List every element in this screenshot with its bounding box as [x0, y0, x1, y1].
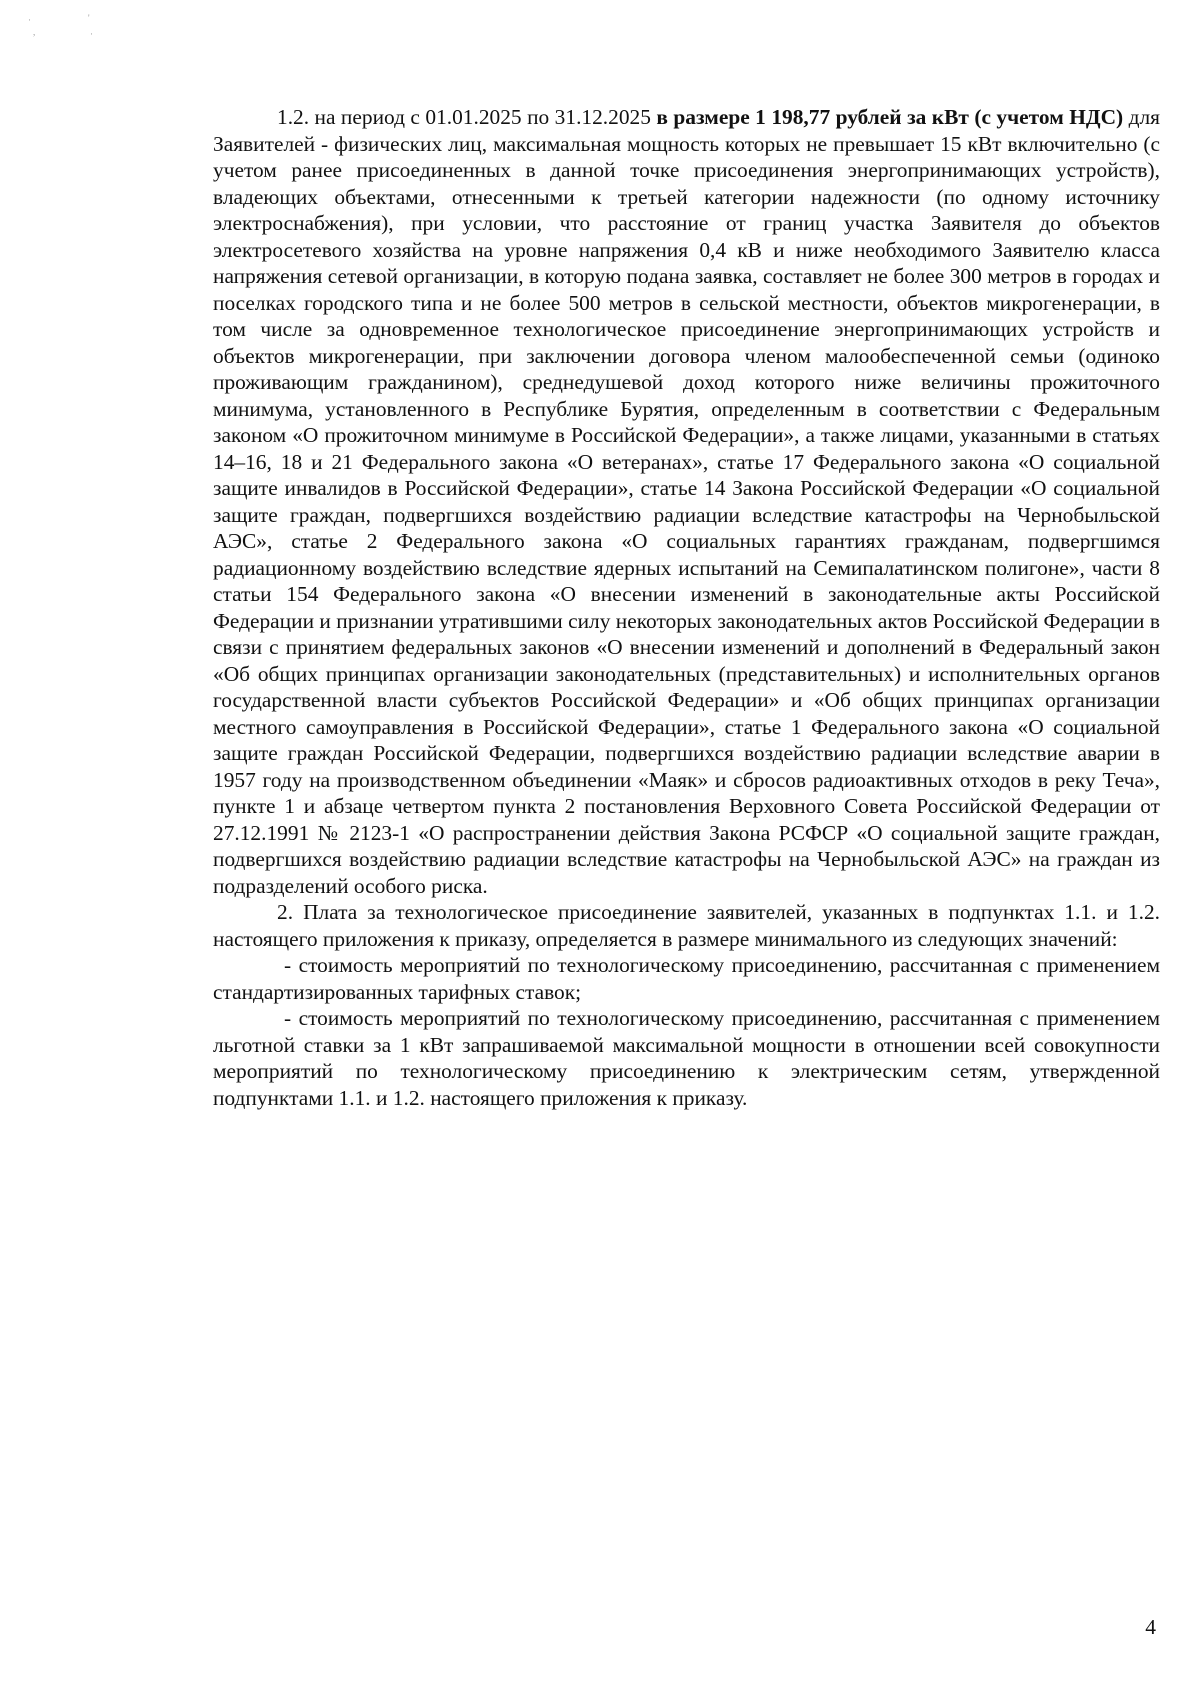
paragraph-2: 2. Плата за технологическое присоединение заявителей, указанных в подпунктах 1.1. и 1.2. настоящего приложения к приказу, определяется в размере минимального из следующих значений: — [213, 900, 1160, 951]
document-body — [213, 104, 1160, 1111]
page-number: 4 — [1145, 1615, 1156, 1639]
list-item-preferential-rate: - стоимость мероприятий по технологическому присоединению, рассчитанная с применением льготной ставки за 1 кВт запрашиваемой максимальной мощности в отношении всей совокупности мероприятий по технологическому присоединению к электрическим сетям, утвержденной подпунктами 1.1. и 1.2. настоящего приложения к приказу. — [213, 1006, 1160, 1110]
scan-artifact-specks: · ' , · — [28, 13, 93, 39]
list-item-standard-rates: - стоимость мероприятий по технологическому присоединению, рассчитанная с применением стандартизированных тарифных ставок; — [213, 953, 1160, 1004]
paragraph-1-2 — [213, 104, 1160, 899]
paragraph-1-2-body: для Заявителей - физических лиц, максимальная мощность которых не превышает 15 кВт включительно (с учетом ранее присоединенных в данной точке присоединения энергопринимающих устройств), владеющих объектами, отнесенными к третьей категории надежности (по одному источнику электроснабжения), при условии, что расстояние от границ участка Заявителя до объектов электросетевого хозяйства на уровне напряжения 0,4 кВ и ниже необходимого Заявителю класса напряжения сетевой организации, в которую подана заявка, составляет не более 300 метров в городах и поселках городского типа и не более 500 метров в сельской местности, объектов микрогенерации, в том числе за одновременное технологическое присоединение энергопринимающих устройств и объектов микрогенерации, при заключении договора членом малообеспеченной семьи (одиноко проживающим гражданином), среднедушевой доход которого ниже величины прожиточного минимума, установленного в Республике Бурятия, определенным в соответствии с Федеральным законом «О прожиточном минимуме в Российской Федерации», а также лицами, указанными в статьях 14–16, 18 и 21 Федерального закона «О ветеранах», статье 17 Федерального закона «О социальной защите инвалидов в Российской Федерации», статье 14 Закона Российской Федерации «О социальной защите граждан, подвергшихся воздействию радиации вследствие катастрофы на Чернобыльской АЭС», статье 2 Федерального закона «О социальных гарантиях гражданам, подвергшимся радиационному воздействию вследствие ядерных испытаний на Семипалатинском полигоне», части 8 статьи 154 Федерального закона «О внесении изменений в законодательные акты Российской Федерации и признании утратившими силу некоторых законодательных актов Российской Федерации в связи с принятием федеральных законов «О внесении изменений и дополнений в Федеральный закон «Об общих принципах организации законодательных (представительных) и исполнительных органов государственной власти субъектов Российской Федерации» и «Об общих принципах организации местного самоуправления в Российской Федерации», статье 1 Федерального закона «О социальной защите граждан Российской Федерации, подвергшихся воздействию радиации вследствие аварии в 1957 году на производственном объединении «Маяк» и сбросов радиоактивных отходов в реку Теча», пункте 1 и абзаце четвертом пункта 2 постановления Верховного Совета Российской Федерации от 27.12.1991 № 2123-1 «О распространении действия Закона РСФСР «О социальной защите граждан, подвергшихся воздействию радиации вследствие катастрофы на Чернобыльской АЭС» на граждан из подразделений особого риска. — [213, 105, 1160, 898]
tariff-rate-emphasis: в размере 1 198,77 рублей за кВт (с учетом НДС) — [656, 105, 1124, 129]
paragraph-1-2-lead: 1.2. на период с 01.01.2025 по 31.12.2025 — [277, 105, 657, 129]
